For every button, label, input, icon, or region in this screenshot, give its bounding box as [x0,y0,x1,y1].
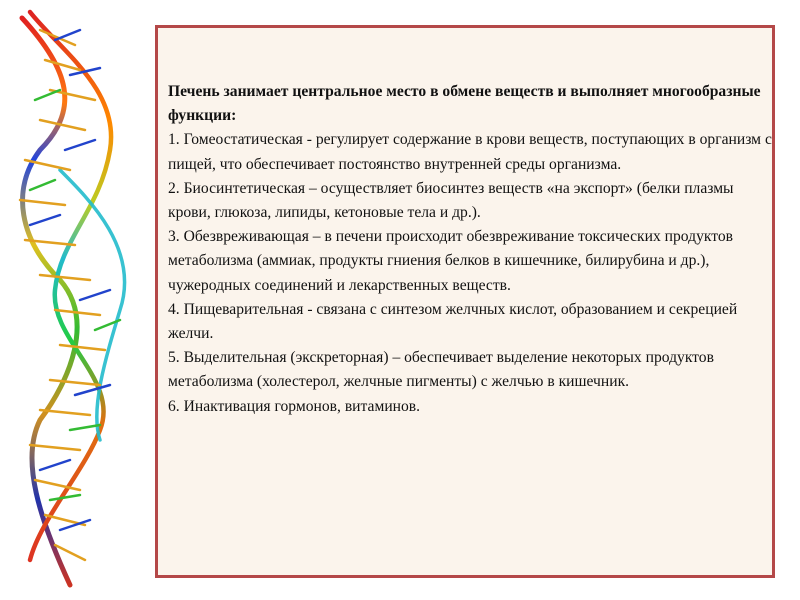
lead-text: Печень занимает центральное место в обмене веществ и выполняет многообразные функции: [168,83,761,125]
slide-content [168,80,772,419]
text-panel [155,25,775,578]
function-item-1: 1. Гомеостатическая - регулирует содержание в крови веществ, поступающих в организм с пищей, что обеспечивает постоянство внутренней среды организма. [168,131,772,173]
function-item-4: 4. Пищеварительная - связана с синтезом желчных кислот, образованием и секрецией желчи. [168,300,738,343]
function-item-3: 3. Обезвреживающая – в печени происходит обезвреживание токсических продуктов метаболизма (аммиак, продукты гниения белков в кишечнике, билирубина и др.), чужеродных соединений и лекарственных веществ. [168,228,734,294]
function-item-2: 2. Биосинтетическая – осуществляет биосинтез веществ «на экспорт» (белки плазмы крови, глюкоза, липиды, кетоновые тела и др.). [168,179,734,222]
function-item-5: 5. Выделительная (экскреторная) – обеспечивает выделение некоторых продуктов метаболизма (холестерол, желчные пигменты) с желчью в кишечник. [168,349,714,391]
function-item-6: 6. Инактивация гормонов, витаминов. [168,397,421,415]
